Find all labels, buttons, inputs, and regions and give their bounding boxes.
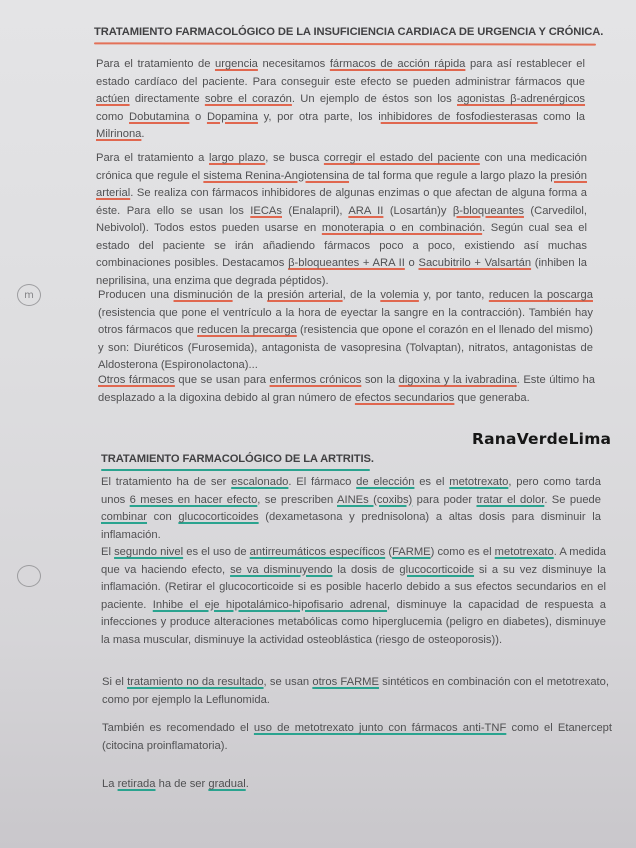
highlighted-term: uso de metotrexato junto con fármacos anti-TNF bbox=[253, 722, 507, 734]
text-run: con una medicación crónica que regule el bbox=[96, 152, 587, 182]
text-run: . Según cual sea el estado del paciente se irán añadiendo fármacos poco a poco, existiendo así muchas combinaciones posibles. Destacamos bbox=[96, 222, 587, 269]
text-run: ) como es el bbox=[430, 546, 495, 558]
text-run: . bbox=[245, 778, 249, 790]
text-run: . Se puede bbox=[544, 493, 601, 506]
text-run: (Losartán)y bbox=[383, 204, 453, 217]
text-run: (resistencia que opone el corazón en el llenado del mismo) y son: Diuréticos (Furosemida), antagonista de vasopresina (Tolvaptan), nitratos, antagonistas de Aldosterona (Espironolactona)... bbox=[98, 324, 593, 371]
paragraph bbox=[98, 372, 595, 407]
text-run: la dosis de bbox=[332, 563, 400, 576]
text-run: para poder bbox=[412, 493, 477, 506]
highlighted-term: Dopamina bbox=[206, 110, 258, 123]
text-run: para así restablecer el estado cardíaco del paciente. Para conseguir este efecto se pueden administrar fármacos que bbox=[96, 58, 585, 88]
paragraph bbox=[102, 720, 612, 755]
section-title-insuficiencia-cardiaca: TRATAMIENTO FARMACOLÓGICO DE LA INSUFICIENCIA CARDIACA DE URGENCIA Y CRÓNICA. bbox=[94, 26, 604, 38]
watermark: RanaVerdeLima bbox=[472, 430, 612, 448]
highlighted-term: β-bloqueantes + ARA II bbox=[288, 257, 405, 269]
text-run: (dexametasona y prednisolona) a altas dosis para disminuir la inflamación. bbox=[101, 511, 601, 541]
paragraph bbox=[98, 287, 593, 375]
text-run: como bbox=[96, 110, 130, 123]
highlighted-term: agonistas β-adrenérgicos bbox=[457, 93, 586, 105]
highlighted-term: reducen la poscarga bbox=[488, 289, 593, 301]
text-run: o bbox=[404, 257, 419, 269]
highlighted-term: enfermos crónicos bbox=[269, 374, 362, 386]
text-run: (Enalapril), bbox=[282, 204, 349, 217]
text-run: Para el tratamiento de bbox=[96, 58, 215, 70]
text-run: ha de ser bbox=[155, 778, 209, 790]
highlighted-term: Sacubitrilo + Valsartán bbox=[418, 257, 532, 269]
highlighted-term: nhibidores de fosfodiesterasas bbox=[380, 110, 538, 123]
text-run: es el uso de bbox=[183, 546, 250, 558]
text-run: o bbox=[189, 110, 207, 123]
text-run: , se busca bbox=[265, 152, 324, 164]
text-run: necesitamos bbox=[257, 58, 330, 70]
text-run: Producen una bbox=[98, 289, 174, 301]
text-run: También es recomendado el bbox=[102, 722, 254, 734]
text-run: son la bbox=[361, 374, 399, 386]
highlighted-term: metotrexato bbox=[494, 546, 554, 558]
text-run: y, por otra parte, los i bbox=[257, 110, 381, 123]
text-run: La bbox=[102, 778, 118, 790]
paragraph bbox=[96, 150, 587, 290]
text-run: sintéticos en combinación con el metotrexato, como por ejemplo la Leflunomida. bbox=[102, 676, 609, 706]
text-run: con bbox=[147, 511, 179, 523]
text-run: que generaba. bbox=[454, 391, 530, 404]
text-run: si a su vez disminuye la inflamación. (Retirar el glucocorticoide si es posible hacerlo debido a sus efectos secundarios en el paciente. bbox=[101, 563, 607, 611]
text-run: , se usan bbox=[263, 676, 313, 688]
text-run: (inhiben la neprilisina, una enzima que degrada péptidos). bbox=[96, 257, 588, 287]
text-run: . A medida que va haciendo efecto, bbox=[101, 546, 606, 576]
highlighted-term: gradual bbox=[208, 778, 246, 790]
highlighted-term: tratar el dolor bbox=[476, 493, 545, 506]
highlighted-term: presión arterial bbox=[96, 169, 587, 199]
text-run: El bbox=[101, 546, 115, 558]
highlighted-term: 6 meses en hacer efecto bbox=[129, 493, 258, 506]
highlighted-term: ARA II bbox=[348, 204, 384, 217]
highlighted-term: reducen la precarga bbox=[197, 324, 297, 336]
text-run: de tal forma que regule a largo plazo la bbox=[349, 169, 551, 182]
section-title-artritis: TRATAMIENTO FARMACOLÓGICO DE LA ARTRITIS. bbox=[101, 453, 374, 465]
highlighted-term: tratamiento no da resultado bbox=[127, 676, 264, 688]
highlighted-term: escalonado bbox=[231, 476, 289, 488]
text-run: . El fármaco bbox=[288, 476, 357, 488]
highlighted-term: sobre el corazón bbox=[204, 93, 292, 105]
text-run: como la bbox=[537, 110, 586, 123]
paragraph bbox=[96, 56, 585, 144]
text-run: que se usan para bbox=[174, 374, 270, 386]
text-run: ( bbox=[385, 546, 393, 558]
highlighted-term: corregir el estado del paciente bbox=[323, 152, 480, 164]
highlighted-term: largo plazo bbox=[209, 152, 266, 164]
text-run: y, por tanto, bbox=[418, 289, 489, 301]
highlighted-term: urgencia bbox=[214, 58, 258, 70]
highlighted-term: FARME bbox=[392, 546, 431, 558]
paragraph bbox=[101, 544, 606, 649]
highlighted-term: IECAs bbox=[250, 204, 282, 217]
highlighted-term: otros FARME bbox=[312, 676, 379, 688]
highlighted-term: β-bloqueantes bbox=[452, 204, 524, 217]
text-run: . Un ejemplo de éstos son los bbox=[291, 93, 457, 105]
paragraph bbox=[102, 674, 609, 709]
text-run: (Carvedilol, Nebivolol). Todos estos pueden usarse en bbox=[96, 204, 587, 234]
text-run: Para el tratamiento a bbox=[96, 152, 210, 164]
highlighted-term: AINEs (coxibs) bbox=[337, 493, 413, 506]
highlighted-term: presión arterial bbox=[267, 289, 343, 301]
highlighted-term: metotrexato bbox=[449, 476, 509, 488]
text-run: . bbox=[141, 128, 145, 140]
highlighted-term: Dobutamina bbox=[129, 110, 190, 123]
highlighted-term: volemia bbox=[380, 289, 419, 301]
highlighted-term: Otros fármacos bbox=[98, 374, 175, 386]
text-run: . Se realiza con fármacos inhibidores de algunas enzimas o que afectan de alguna forma a éste. Para ello se usan los bbox=[96, 187, 587, 217]
text-run: , pero como tarda unos bbox=[101, 476, 601, 506]
text-run: Si el bbox=[102, 676, 128, 688]
highlighted-term: disminución bbox=[173, 289, 233, 301]
highlighted-term: retirada bbox=[117, 778, 156, 790]
highlighted-term: monoterapia o en combinación bbox=[321, 222, 483, 234]
text-run: El tratamiento ha de ser bbox=[101, 476, 232, 488]
text-run: , se prescriben bbox=[257, 493, 338, 506]
highlighted-term: fármacos de acción rápida bbox=[329, 58, 466, 70]
margin-hole-mark-icon: m bbox=[17, 284, 41, 306]
paragraph bbox=[101, 474, 601, 544]
paragraph bbox=[102, 776, 612, 794]
highlighted-term: efectos secundarios bbox=[354, 391, 455, 404]
highlighted-term: de elección bbox=[356, 476, 415, 488]
highlighted-term: antirreumáticos específicos bbox=[249, 546, 386, 558]
title-underline-teal bbox=[101, 469, 370, 471]
margin-hole-mark-icon bbox=[17, 565, 41, 587]
highlighted-term: actúen bbox=[96, 93, 130, 105]
highlighted-term: Inhibe el eje hipotalámico-hipofisario adrenal bbox=[152, 598, 388, 611]
highlighted-term: glucocorticoide bbox=[399, 563, 475, 576]
text-run: de la bbox=[232, 289, 268, 301]
title-underline-red bbox=[94, 42, 596, 45]
text-run: como el Etanercept (citocina proinflamatoria). bbox=[102, 722, 612, 752]
highlighted-term: digoxina y la ivabradina bbox=[398, 374, 517, 386]
highlighted-term: glucocorticoides bbox=[178, 511, 259, 523]
text-run: (resistencia que pone el ventrículo a la hora de eyectar la sangre en la contracción). También hay otros fármacos que bbox=[98, 306, 593, 336]
text-run: es el bbox=[414, 476, 450, 488]
text-run: . Este último ha desplazado a la digoxina debido al gran número de bbox=[98, 374, 595, 404]
text-run: , de la bbox=[342, 289, 381, 301]
highlighted-term: sistema Renina-Angiotensina bbox=[203, 169, 349, 182]
text-run: , disminuye la capacidad de respuesta a infecciones y produce alteraciones metabólicas como hiperglucemia (peligro en diabetes), disminuye la masa muscular, disminuye la actividad osteoblástica (riesgo de osteoporosis)). bbox=[101, 598, 607, 646]
highlighted-term: segundo nivel bbox=[114, 546, 184, 558]
highlighted-term: combinar bbox=[101, 511, 148, 523]
highlighted-term: Milrinona bbox=[96, 128, 142, 140]
highlighted-term: se va disminuyendo bbox=[230, 563, 333, 576]
text-run: directamente bbox=[129, 93, 205, 105]
